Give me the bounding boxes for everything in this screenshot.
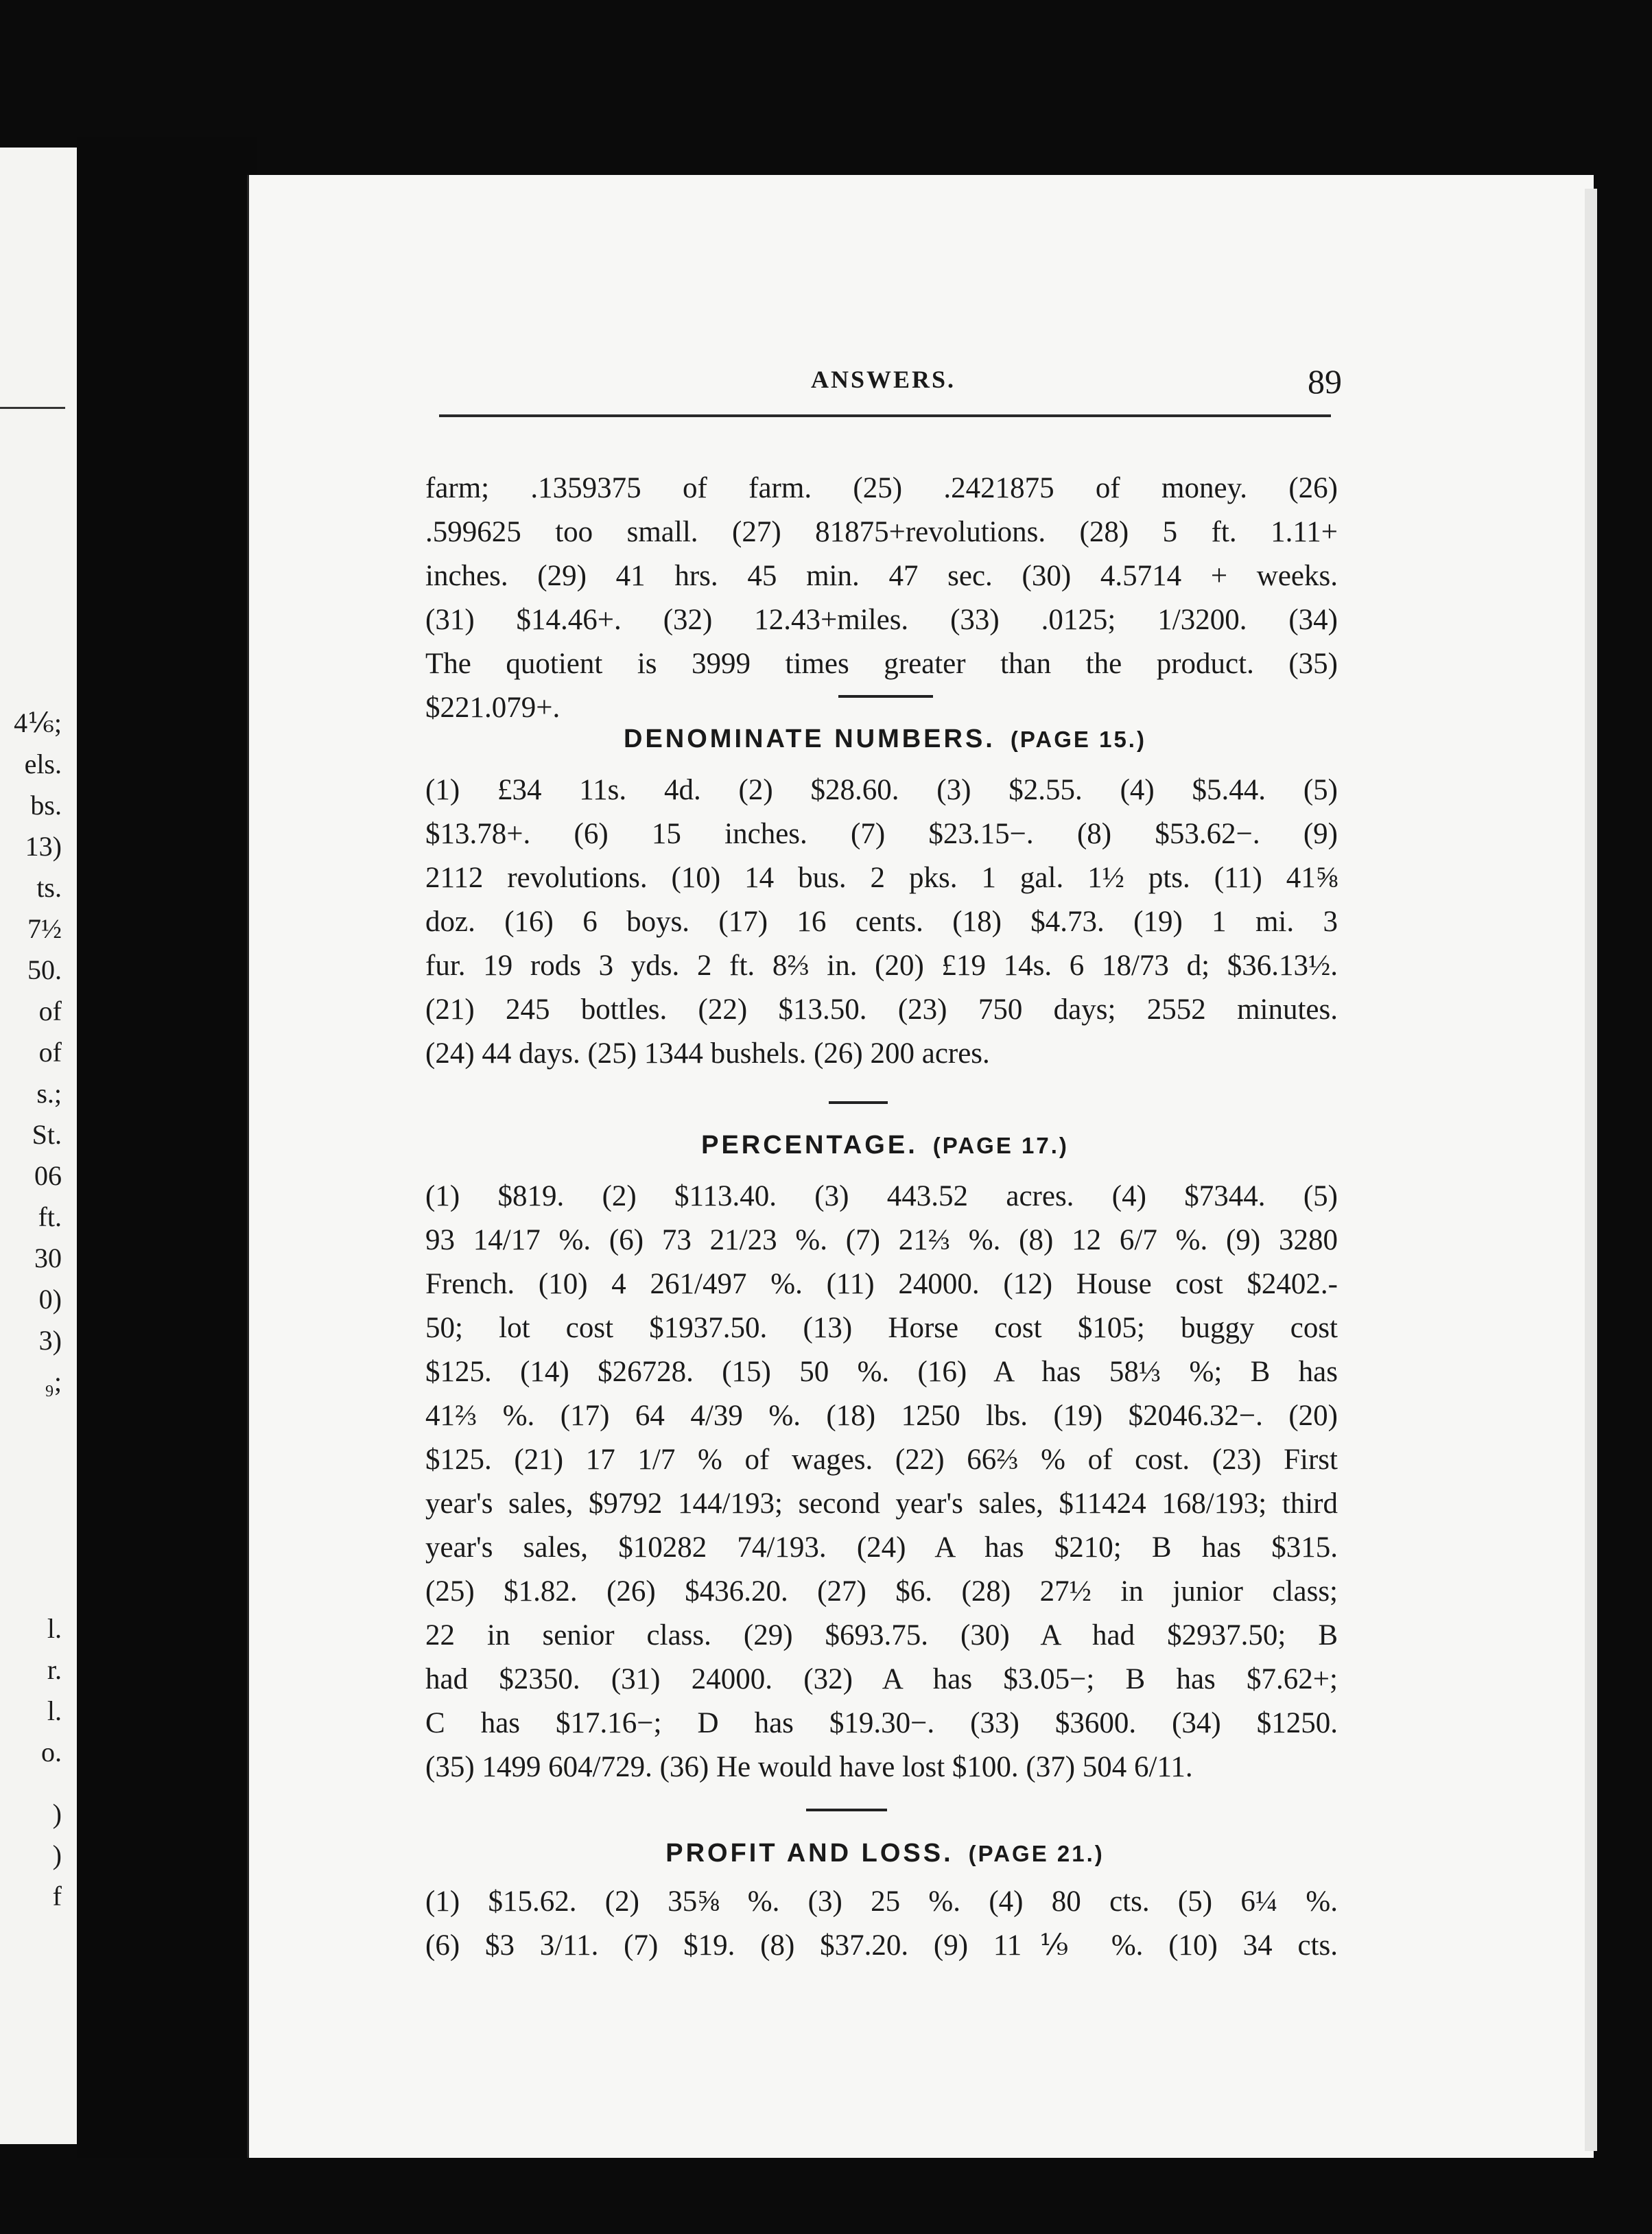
profit-and-loss-answers [425, 1880, 1338, 1968]
header-rule [439, 414, 1331, 417]
previous-page-text-fragment: f [52, 1881, 62, 1912]
answer-line: farm; .1359375 of farm. (25) .2421875 of money. (26) [425, 472, 1338, 504]
section-separator [829, 1101, 888, 1104]
answer-line: The quotient is 3999 times greater than the product. (35) [425, 648, 1338, 680]
answer-line: 22 in senior class. (29) $693.75. (30) A had $2937.50; B [425, 1619, 1338, 1651]
scan-border [247, 2158, 1598, 2234]
answer-line: doz. (16) 6 boys. (17) 16 cents. (18) $4.73. (19) 1 mi. 3 [425, 906, 1338, 938]
answer-line: year's sales, $10282 74/193. (24) A has $210; B has $315. [425, 1531, 1338, 1564]
denominate-numbers-answers [425, 768, 1338, 1076]
section-title-text: PERCENTAGE. [701, 1131, 918, 1160]
answer-line: $13.78+. (6) 15 inches. (7) $23.15−. (8) $53.62−. (9) [425, 818, 1338, 850]
previous-page-text-fragment: o. [41, 1737, 62, 1767]
answer-line: (1) $15.62. (2) 35⅝ %. (3) 25 %. (4) 80 cts. (5) 6¼ %. [425, 1885, 1338, 1918]
answer-line: C has $17.16−; D has $19.30−. (33) $3600. (34) $1250. [425, 1707, 1338, 1739]
answer-line: 2112 revolutions. (10) 14 bus. 2 pks. 1 gal. 1½ pts. (11) 41⅝ [425, 862, 1338, 894]
answer-line: (25) $1.82. (26) $436.20. (27) $6. (28) 27½ in junior class; [425, 1575, 1338, 1608]
previous-page-text-fragment: ft. [38, 1201, 62, 1232]
answer-line: inches. (29) 41 hrs. 45 min. 47 sec. (30) 4.5714 + weeks. [425, 560, 1338, 592]
percentage-answers [425, 1175, 1338, 1789]
answer-line: (1) £34 11s. 4d. (2) $28.60. (3) $2.55. (4) $5.44. (5) [425, 774, 1338, 806]
section-title-text: DENOMINATE NUMBERS. [624, 725, 995, 753]
answer-line: (21) 245 bottles. (22) $13.50. (23) 750 days; 2552 minutes. [425, 993, 1338, 1026]
answer-line: .599625 too small. (27) 81875+revolutions. (28) 5 ft. 1.11+ [425, 516, 1338, 548]
previous-page-text-fragment: 50. [27, 954, 62, 985]
previous-page-text-fragment: ₉; [44, 1366, 62, 1397]
previous-page-text-fragment: s.; [36, 1078, 62, 1109]
previous-page-text-fragment: l. [47, 1695, 62, 1726]
answer-line: $125. (14) $26728. (15) 50 %. (16) A has 58⅓ %; B has [425, 1356, 1338, 1388]
previous-page-text-fragment: bs. [30, 790, 62, 821]
previous-page-text-fragment: 4⅙; [14, 707, 62, 738]
answer-line: (31) $14.46+. (32) 12.43+miles. (33) .0125; 1/3200. (34) [425, 604, 1338, 636]
answer-line: fur. 19 rods 3 yds. 2 ft. 8⅔ in. (20) £19 14s. 6 18/73 d; $36.13½. [425, 950, 1338, 982]
previous-page-text-fragment: ) [52, 1839, 62, 1870]
page-edge [1585, 189, 1597, 2151]
previous-page-text-fragment: ts. [36, 872, 62, 903]
section-title-text: PROFIT AND LOSS. [665, 1839, 954, 1868]
previous-page-fragment [0, 148, 77, 2144]
previous-page-text-fragment: 30 [34, 1243, 62, 1273]
section-title-denominate-numbers [439, 725, 1331, 754]
answer-line: (24) 44 days. (25) 1344 bushels. (26) 200 acres. [425, 1037, 990, 1070]
section-page-ref: (PAGE 21.) [968, 1841, 1105, 1866]
answer-line: 41⅔ %. (17) 64 4/39 %. (18) 1250 lbs. (19) $2046.32−. (20) [425, 1400, 1338, 1432]
previous-page-text-fragment: 7½ [27, 913, 62, 944]
answer-line: had $2350. (31) 24000. (32) A has $3.05−; B has $7.62+; [425, 1663, 1338, 1695]
previous-page-text-fragment: 3) [38, 1325, 62, 1356]
section-title-percentage [439, 1131, 1331, 1160]
answer-line: 93 14/17 %. (6) 73 21/23 %. (7) 21⅔ %. (8) 12 6/7 %. (9) 3280 [425, 1224, 1338, 1256]
answer-line: 50; lot cost $1937.50. (13) Horse cost $105; buggy cost [425, 1312, 1338, 1344]
previous-page-text-fragment: 13) [25, 831, 62, 862]
section-page-ref: (PAGE 17.) [932, 1133, 1069, 1158]
answer-line: (1) $819. (2) $113.40. (3) 443.52 acres. (4) $7344. (5) [425, 1180, 1338, 1212]
page-number: 89 [1308, 362, 1342, 401]
running-head: ANSWERS. [811, 366, 956, 393]
answer-line: French. (10) 4 261/497 %. (11) 24000. (12) House cost $2402.- [425, 1268, 1338, 1300]
previous-page-text-fragment: ) [52, 1798, 62, 1829]
answer-line: (6) $3 3/11. (7) $19. (8) $37.20. (9) 11⅑ %. (10) 34 cts. [425, 1929, 1338, 1962]
previous-page-text-fragment: 0) [38, 1284, 62, 1315]
previous-page-text-fragment: 06 [34, 1160, 62, 1191]
previous-page-rule [0, 407, 65, 409]
section-separator [838, 695, 933, 698]
answer-line: (35) 1499 604/729. (36) He would have lost $100. (37) 504 6/11. [425, 1751, 1193, 1783]
continued-answers [425, 467, 1338, 730]
book-spine [77, 137, 257, 2158]
answer-line: $125. (21) 17 1/7 % of wages. (22) 66⅔ % of cost. (23) First [425, 1444, 1338, 1476]
previous-page-text-fragment: els. [24, 749, 62, 779]
section-separator [806, 1809, 887, 1811]
previous-page-text-fragment: r. [47, 1654, 62, 1685]
section-page-ref: (PAGE 15.) [1010, 727, 1146, 752]
section-title-profit-and-loss [439, 1839, 1331, 1868]
answer-line: year's sales, $9792 144/193; second year's sales, $11424 168/193; third [425, 1488, 1338, 1520]
answer-line: $221.079+. [425, 692, 560, 724]
previous-page-text-fragment: l. [47, 1613, 62, 1644]
previous-page-text-fragment: of [38, 996, 62, 1026]
previous-page-text-fragment: of [38, 1037, 62, 1068]
previous-page-text-fragment: St. [32, 1119, 62, 1150]
